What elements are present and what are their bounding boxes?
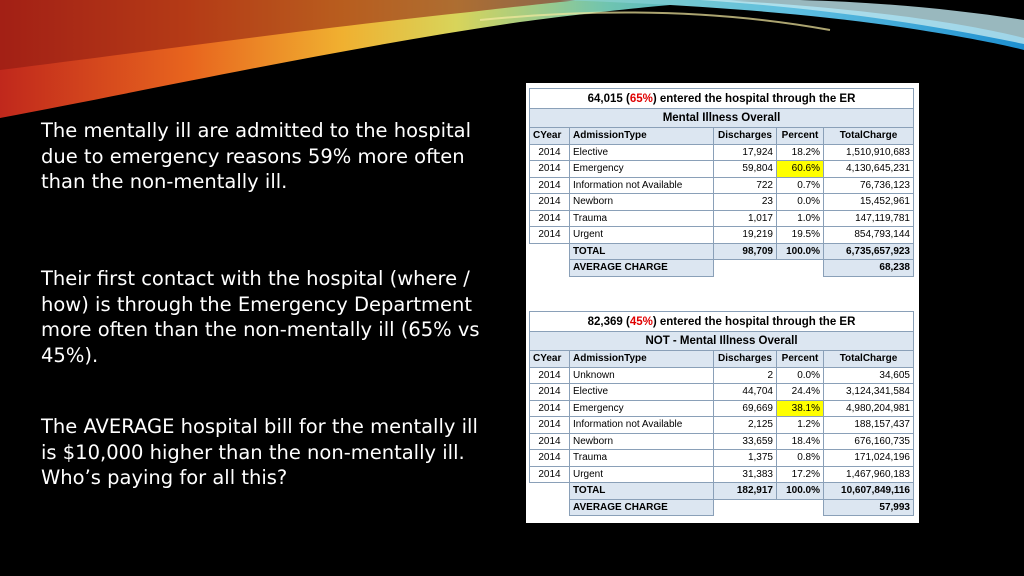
table-row: 2014 Trauma 1,375 0.8% 171,024,196 xyxy=(530,450,914,467)
table-title: 82,369 (45%) entered the hospital through the ER xyxy=(530,312,914,332)
not-mental-illness-table xyxy=(529,311,914,516)
highlighted-percent: 60.6% xyxy=(777,161,824,178)
table-row: 2014 Unknown 2 0.0% 34,605 xyxy=(530,367,914,384)
mental-illness-table xyxy=(529,88,914,277)
table-subtitle: Mental Illness Overall xyxy=(530,109,914,128)
tables-image-panel xyxy=(526,83,919,523)
table-row: 2014 Newborn 33,659 18.4% 676,160,735 xyxy=(530,433,914,450)
table-row: 2014 Urgent 31,383 17.2% 1,467,960,183 xyxy=(530,466,914,483)
table-title: 64,015 (65%) entered the hospital through the ER xyxy=(530,89,914,109)
table-total-row: TOTAL 98,709 100.0% 6,735,657,923 xyxy=(530,243,914,260)
paragraph-emergency-reasons: The mentally ill are admitted to the hospital due to emergency reasons 59% more often than the non-mentally ill. xyxy=(41,119,472,193)
table-row: 2014 Information not Available 722 0.7% 76,736,123 xyxy=(530,177,914,194)
table-row: 2014 Emergency 69,669 38.1% 4,980,204,981 xyxy=(530,400,914,417)
paragraph-average-bill: The AVERAGE hospital bill for the mentally ill is $10,000 higher than the non-mentally ill. Who’s paying for all this? xyxy=(41,415,478,489)
table-row: 2014 Information not Available 2,125 1.2% 188,157,437 xyxy=(530,417,914,434)
paragraph-first-contact: Their first contact with the hospital (where / how) is through the Emergency Department more often than the non-mentally ill (65% vs 45%). xyxy=(41,267,480,367)
table-total-row: TOTAL 182,917 100.0% 10,607,849,116 xyxy=(530,483,914,500)
table-row: 2014 Trauma 1,017 1.0% 147,119,781 xyxy=(530,210,914,227)
table-header-row: CYear AdmissionType Discharges Percent TotalCharge xyxy=(530,351,914,368)
table-row: 2014 Emergency 59,804 60.6% 4,130,645,231 xyxy=(530,161,914,178)
table-average-row: AVERAGE CHARGE 68,238 xyxy=(530,260,914,277)
table-row: 2014 Elective 17,924 18.2% 1,510,910,683 xyxy=(530,144,914,161)
table-average-row: AVERAGE CHARGE 57,993 xyxy=(530,499,914,516)
table-header-row: CYear AdmissionType Discharges Percent TotalCharge xyxy=(530,128,914,145)
table-row: 2014 Urgent 19,219 19.5% 854,793,144 xyxy=(530,227,914,244)
table-row: 2014 Elective 44,704 24.4% 3,124,341,584 xyxy=(530,384,914,401)
table-subtitle: NOT - Mental Illness Overall xyxy=(530,332,914,351)
table-row: 2014 Newborn 23 0.0% 15,452,961 xyxy=(530,194,914,211)
highlighted-percent: 38.1% xyxy=(777,400,824,417)
